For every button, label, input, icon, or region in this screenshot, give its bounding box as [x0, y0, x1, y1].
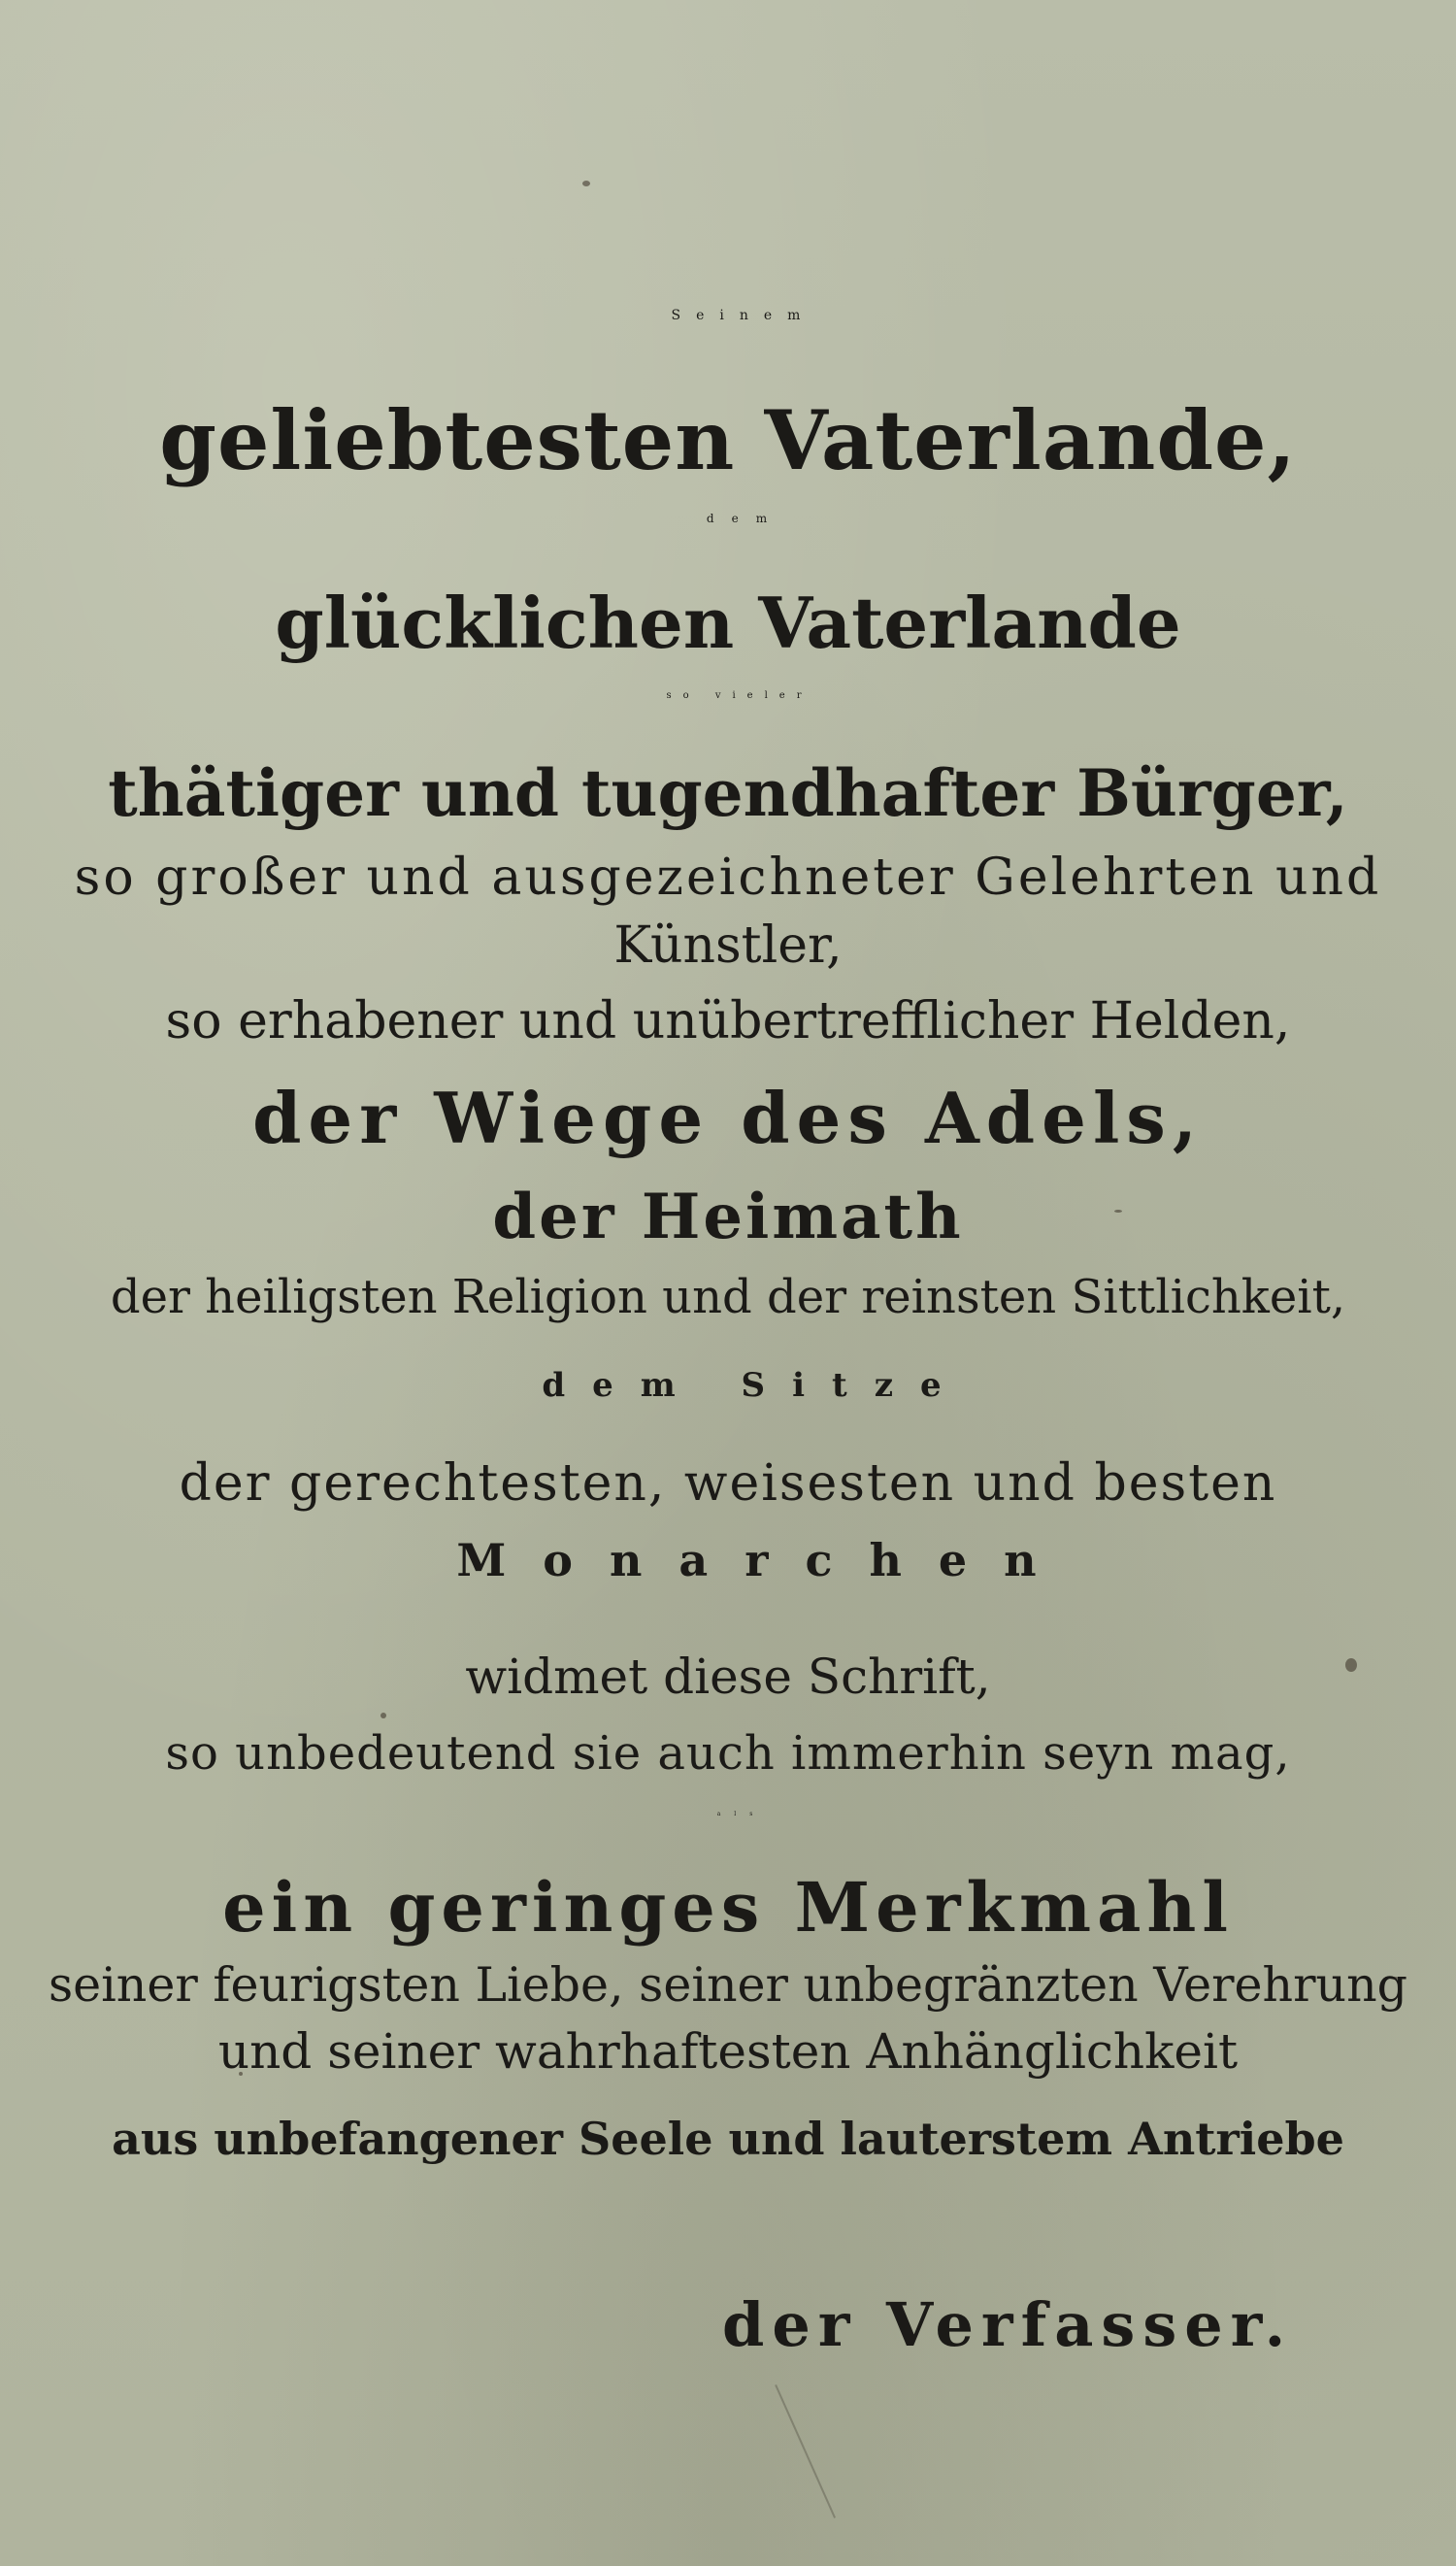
dedication-line-monarchen: Monarchen: [456, 1534, 1074, 1586]
signature-der-verfasser: der Verfasser.: [722, 2289, 1294, 2360]
dedication-line-wiege-des-adels: der Wiege des Adels,: [252, 1077, 1204, 1159]
paper-speck: [381, 1713, 386, 1718]
dedication-line-heimath: der Heimath: [492, 1181, 964, 1253]
dedication-line-seinem: Seinem: [671, 308, 816, 323]
dedication-line-unbedeutend: so unbedeutend sie auch immerhin seyn mag,: [165, 1726, 1291, 1781]
dedication-line-helden: so erhabener und unübertrefflicher Helden,: [165, 992, 1291, 1050]
dedication-line-antriebe: aus unbefangener Seele und lauterstem Antriebe: [112, 2113, 1344, 2165]
dedication-line-dem-sitze: dem Sitze: [542, 1366, 969, 1405]
dedication-line-religion: der heiligsten Religion und der reinsten Sittlichkeit,: [110, 1270, 1346, 1324]
dedication-line-kuenstler: Künstler,: [613, 916, 843, 975]
dedication-line-gerechtesten: der gerechtesten, weisesten und besten: [179, 1454, 1277, 1513]
dedication-line-so-vieler: so vieler: [666, 690, 813, 701]
paper-speck: [582, 181, 590, 186]
dedication-line-anhaenglichkeit: und seiner wahrhaftesten Anhänglichkeit: [217, 2023, 1239, 2080]
dedication-line-geliebtesten-vaterlande: geliebtesten Vaterlande,: [159, 392, 1297, 488]
dedication-line-gelehrten: so großer und ausgezeichneter Gelehrten und: [74, 849, 1382, 907]
dedication-line-merkmahl: ein geringes Merkmahl: [222, 1867, 1234, 1948]
dedication-line-buerger: thätiger und tugendhafter Bürger,: [108, 755, 1348, 831]
dedication-line-gluecklichen-vaterlande: glücklichen Vaterlande: [275, 582, 1181, 664]
paper-crease: [775, 2384, 836, 2518]
dedication-line-als: als: [716, 1811, 767, 1817]
dedication-line-dem: dem: [706, 512, 785, 525]
dedication-line-verehrung: seiner feurigsten Liebe, seiner unbegränzten Verehrung: [48, 1957, 1408, 2013]
dedication-line-widmet: widmet diese Schrift,: [465, 1649, 991, 1705]
